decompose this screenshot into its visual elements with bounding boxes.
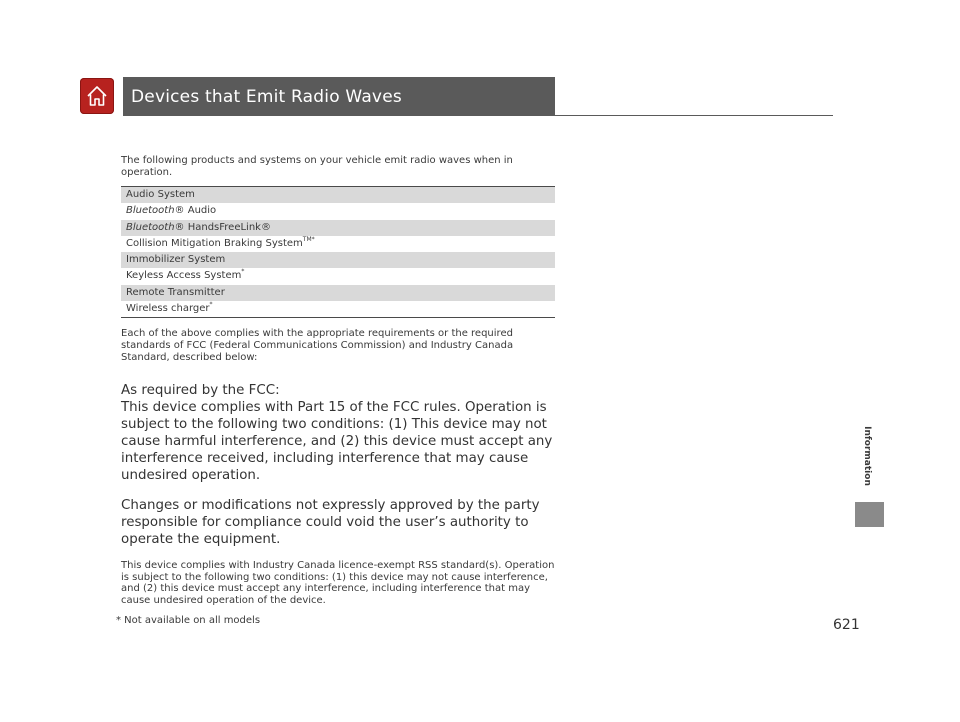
section-label [855,413,875,503]
table-row: Remote Transmitter [121,285,555,301]
device-table [121,186,555,318]
intro-text: The following products and systems on your vehicle emit radio waves when in operation. [121,155,513,178]
fcc-paragraph-2: Changes or modifications not expressly approved by the party responsible for compliance could void the user’s authority to operate the equipment. [121,498,540,547]
table-row: Audio System [121,187,555,203]
canada-statement: This device complies with Industry Canada licence-exempt RSS standard(s). Operation is subject to the following two conditions: (1) this device may not cause interference, and (2) this device must accept any interference, including interference that may cause undesired operation of the device. [121,560,555,606]
table-row: Keyless Access System* [126,268,245,282]
footnote: * Not available on all models [116,615,261,626]
table-row: Collision Mitigation Braking System$^{TM*}$ [126,235,315,249]
home-button[interactable] [80,78,114,114]
fcc-paragraph-1: This device complies with Part 15 of the FCC rules. Operation is subject to the following two conditions: (1) This device may not cause harmful interference, and (2) this device must accept any interference received, including interference that may cause undesired operation. [121,400,553,483]
fcc-heading: As required by the FCC: [121,383,280,398]
page-title: Devices that Emit Radio Waves [131,87,402,107]
page-title-bar [123,77,555,115]
home-icon [84,83,110,109]
section-tab[interactable] [855,502,884,527]
table-row: Bluetooth® HandsFreeLink® [121,220,555,236]
section-label-text: Information [862,426,872,486]
page-number: 621 [833,617,860,633]
table-row: Immobilizer System [121,252,555,268]
table-row: Wireless charger* [126,301,213,315]
compliance-text: Each of the above complies with the appropriate requirements or the required standards of FCC (Federal Communications Commission) and Industry Canada Standard, described below: [121,328,514,363]
title-divider [123,115,833,116]
fcc-statement [121,382,566,548]
table-row: Bluetooth® Audio [126,205,217,217]
